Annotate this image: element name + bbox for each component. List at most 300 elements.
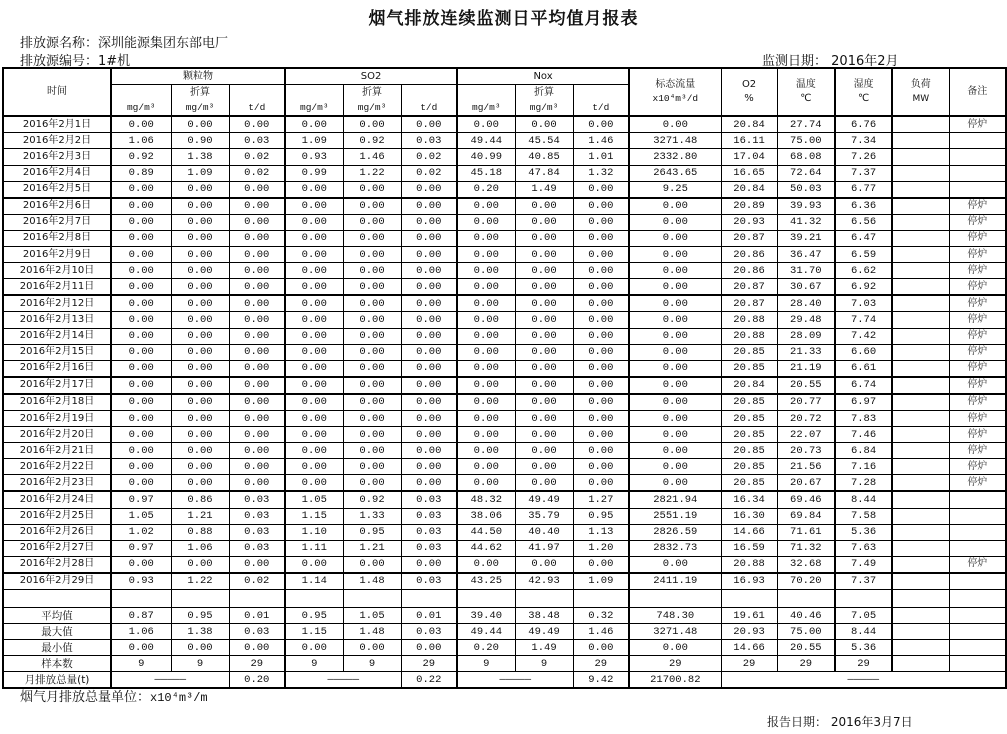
value-cell: 0.00 [229, 279, 285, 296]
humidity-label: 湿度 [853, 79, 874, 91]
row-date: 2016年2月10日 [3, 263, 111, 279]
value-cell: 6.60 [835, 344, 892, 360]
value-cell: 68.08 [777, 149, 835, 165]
summary-row [3, 640, 1006, 656]
value-cell: 29 [573, 656, 629, 672]
value-cell: 29 [629, 656, 721, 672]
table-row [3, 279, 1006, 296]
value-cell: 6.74 [835, 377, 892, 394]
remark-cell: 停炉 [949, 328, 1006, 344]
value-cell: 0.00 [573, 344, 629, 360]
value-cell: 0.00 [111, 344, 171, 360]
value-cell: 3271.48 [629, 133, 721, 149]
value-cell: 0.00 [573, 116, 629, 133]
value-cell: 0.00 [111, 360, 171, 377]
table-row [3, 116, 1006, 133]
value-cell: 0.00 [171, 263, 229, 279]
value-cell: 41.32 [777, 214, 835, 230]
value-cell: 0.00 [111, 556, 171, 573]
value-cell: 16.30 [721, 508, 777, 524]
value-cell: 0.00 [111, 443, 171, 459]
value-cell: 1.14 [285, 573, 343, 590]
value-cell: 0.00 [573, 328, 629, 344]
value-cell: 20.87 [721, 295, 777, 312]
value-cell: 0.00 [111, 394, 171, 411]
value-cell: 0.00 [573, 247, 629, 263]
value-cell: 0.90 [171, 133, 229, 149]
value-cell: 49.49 [515, 624, 573, 640]
value-cell [892, 491, 949, 508]
value-cell: 39.93 [777, 198, 835, 215]
table-header [3, 68, 1006, 116]
remark-cell: 停炉 [949, 377, 1006, 394]
value-cell: 0.95 [171, 608, 229, 624]
value-cell: 1.27 [573, 491, 629, 508]
empty-cell [111, 590, 171, 608]
remark-cell: 停炉 [949, 427, 1006, 443]
header-flow [629, 68, 721, 116]
remark-cell: 停炉 [949, 279, 1006, 296]
value-cell: 16.93 [721, 573, 777, 590]
value-cell: 0.00 [171, 247, 229, 263]
value-cell: 0.00 [515, 198, 573, 215]
value-cell: 0.00 [401, 344, 457, 360]
value-cell: 20.85 [721, 427, 777, 443]
value-cell: 0.00 [285, 427, 343, 443]
value-cell: 0.00 [343, 279, 401, 296]
value-cell: 0.00 [573, 181, 629, 198]
value-cell: 0.00 [401, 394, 457, 411]
value-cell: 75.00 [777, 624, 835, 640]
row-date: 2016年2月13日 [3, 312, 111, 328]
value-cell: 20.89 [721, 198, 777, 215]
value-cell: 0.00 [573, 360, 629, 377]
header-so2: SO2 [285, 68, 457, 85]
value-cell: 0.00 [401, 556, 457, 573]
row-date: 2016年2月14日 [3, 328, 111, 344]
value-cell: 71.61 [777, 524, 835, 540]
value-cell: 0.00 [111, 181, 171, 198]
row-date: 2016年2月21日 [3, 443, 111, 459]
value-cell: 14.66 [721, 640, 777, 656]
value-cell [892, 133, 949, 149]
value-cell: 0.00 [573, 214, 629, 230]
summary-row [3, 624, 1006, 640]
value-cell: 0.92 [111, 149, 171, 165]
value-cell: 0.00 [457, 312, 515, 328]
value-cell: 1.48 [343, 624, 401, 640]
table-row [3, 344, 1006, 360]
empty-cell [343, 590, 401, 608]
value-cell: 0.00 [401, 247, 457, 263]
value-cell: 20.77 [777, 394, 835, 411]
remark-cell: 停炉 [949, 230, 1006, 246]
value-cell: 71.32 [777, 540, 835, 556]
value-cell: 0.00 [401, 312, 457, 328]
nox-converted-unit: mg/m³ [515, 100, 573, 116]
value-cell: 27.74 [777, 116, 835, 133]
value-cell: 0.00 [285, 312, 343, 328]
table-row [3, 360, 1006, 377]
value-cell: 6.61 [835, 360, 892, 377]
remark-cell [949, 640, 1006, 656]
value-cell: 0.00 [401, 427, 457, 443]
value-cell: 0.00 [629, 214, 721, 230]
remark-cell: 停炉 [949, 475, 1006, 492]
empty-cell [629, 590, 721, 608]
particulate-dash: ————— [111, 672, 229, 689]
value-cell: 0.00 [111, 247, 171, 263]
remark-cell: 停炉 [949, 116, 1006, 133]
value-cell: 7.83 [835, 410, 892, 426]
value-cell: 0.97 [111, 540, 171, 556]
value-cell: 0.00 [401, 230, 457, 246]
value-cell: 0.03 [401, 624, 457, 640]
value-cell: 32.68 [777, 556, 835, 573]
value-cell: 0.00 [401, 295, 457, 312]
value-cell: 1.09 [171, 165, 229, 181]
value-cell: 1.21 [343, 540, 401, 556]
value-cell: 1.05 [111, 508, 171, 524]
value-cell: 0.95 [343, 524, 401, 540]
value-cell: 20.84 [721, 181, 777, 198]
value-cell: 0.89 [111, 165, 171, 181]
value-cell: 0.00 [285, 556, 343, 573]
value-cell: 0.00 [343, 181, 401, 198]
table-row [3, 198, 1006, 215]
value-cell: 0.00 [515, 116, 573, 133]
value-cell: 0.00 [515, 360, 573, 377]
value-cell: 0.02 [229, 165, 285, 181]
remark-cell [949, 524, 1006, 540]
value-cell: 0.00 [285, 459, 343, 475]
value-cell [892, 508, 949, 524]
header-humidity [835, 68, 892, 116]
value-cell: 6.77 [835, 181, 892, 198]
value-cell: 0.00 [629, 198, 721, 215]
value-cell: 748.30 [629, 608, 721, 624]
other-dash: ————— [721, 672, 1006, 689]
value-cell: 0.00 [457, 214, 515, 230]
row-date: 2016年2月23日 [3, 475, 111, 492]
value-cell: 0.00 [629, 640, 721, 656]
empty-cell [777, 590, 835, 608]
remark-cell [949, 491, 1006, 508]
value-cell: 28.40 [777, 295, 835, 312]
value-cell: 0.00 [285, 344, 343, 360]
value-cell: 0.00 [515, 394, 573, 411]
value-cell: 0.00 [515, 427, 573, 443]
value-cell: 69.46 [777, 491, 835, 508]
value-cell: 0.00 [343, 214, 401, 230]
row-date: 2016年2月3日 [3, 149, 111, 165]
value-cell: 0.00 [171, 556, 229, 573]
flow-unit: x10⁴m³/d [652, 93, 699, 105]
value-cell: 0.00 [515, 279, 573, 296]
value-cell: 6.97 [835, 394, 892, 411]
row-date: 2016年2月2日 [3, 133, 111, 149]
value-cell: 0.00 [343, 312, 401, 328]
value-cell: 0.00 [229, 214, 285, 230]
value-cell: 0.92 [343, 133, 401, 149]
value-cell: 38.48 [515, 608, 573, 624]
value-cell: 29.48 [777, 312, 835, 328]
value-cell: 0.03 [229, 133, 285, 149]
value-cell: 0.00 [515, 556, 573, 573]
value-cell: 0.32 [573, 608, 629, 624]
value-cell [892, 344, 949, 360]
row-date: 2016年2月22日 [3, 459, 111, 475]
value-cell: 20.84 [721, 377, 777, 394]
value-cell: 48.32 [457, 491, 515, 508]
value-cell: 0.00 [457, 443, 515, 459]
summary-row [3, 608, 1006, 624]
value-cell: 0.00 [457, 377, 515, 394]
value-cell: 14.66 [721, 524, 777, 540]
row-label: 最大值 [3, 624, 111, 640]
value-cell: 2826.59 [629, 524, 721, 540]
value-cell: 0.00 [629, 263, 721, 279]
so2-converted-label: 折算 [343, 85, 401, 101]
value-cell: 45.18 [457, 165, 515, 181]
value-cell: 1.46 [573, 133, 629, 149]
value-cell: 0.00 [229, 377, 285, 394]
value-cell: 1.05 [343, 608, 401, 624]
value-cell: 0.02 [401, 165, 457, 181]
value-cell: 0.00 [573, 640, 629, 656]
value-cell: 0.00 [343, 394, 401, 411]
value-cell: 1.01 [573, 149, 629, 165]
value-cell: 0.00 [573, 377, 629, 394]
value-cell: 0.00 [457, 116, 515, 133]
value-cell: 6.92 [835, 279, 892, 296]
value-cell: 1.32 [573, 165, 629, 181]
value-cell: 21.56 [777, 459, 835, 475]
value-cell: 20.73 [777, 443, 835, 459]
table-row [3, 133, 1006, 149]
value-cell [892, 198, 949, 215]
table-row [3, 540, 1006, 556]
humidity-unit: ℃ [857, 93, 870, 105]
value-cell: 0.00 [285, 181, 343, 198]
value-cell: 70.20 [777, 573, 835, 590]
row-date: 2016年2月28日 [3, 556, 111, 573]
value-cell: 0.00 [111, 475, 171, 492]
value-cell: 0.00 [171, 377, 229, 394]
value-cell: 0.00 [229, 116, 285, 133]
daily-rows [3, 116, 1006, 607]
value-cell: 0.00 [171, 394, 229, 411]
value-cell: 0.00 [343, 198, 401, 215]
value-cell: 0.00 [111, 640, 171, 656]
monitor-date-label: 监测日期： [762, 54, 828, 69]
remark-cell: 停炉 [949, 247, 1006, 263]
footer-unit-label: 烟气月排放总量单位： [20, 690, 151, 705]
particulate-td-unit: t/d [229, 85, 285, 117]
value-cell: 1.33 [343, 508, 401, 524]
value-cell: 0.03 [229, 624, 285, 640]
value-cell: 0.00 [229, 394, 285, 411]
header-particulate: 颗粒物 [111, 68, 285, 85]
value-cell: 0.00 [285, 247, 343, 263]
value-cell: 0.00 [343, 640, 401, 656]
value-cell: 49.49 [515, 491, 573, 508]
header-remark: 备注 [949, 68, 1006, 116]
value-cell: 0.00 [401, 279, 457, 296]
row-date: 2016年2月19日 [3, 410, 111, 426]
value-cell: 0.00 [401, 459, 457, 475]
row-date: 2016年2月27日 [3, 540, 111, 556]
value-cell: 9 [457, 656, 515, 672]
remark-cell [949, 165, 1006, 181]
value-cell: 1.13 [573, 524, 629, 540]
value-cell: 0.00 [229, 443, 285, 459]
remark-cell: 停炉 [949, 263, 1006, 279]
flow-total: 21700.82 [629, 672, 721, 689]
value-cell: 0.01 [401, 608, 457, 624]
remark-cell: 停炉 [949, 312, 1006, 328]
value-cell: 7.63 [835, 540, 892, 556]
value-cell: 40.40 [515, 524, 573, 540]
value-cell: 1.20 [573, 540, 629, 556]
value-cell: 0.01 [229, 608, 285, 624]
value-cell: 0.00 [343, 377, 401, 394]
value-cell: 16.11 [721, 133, 777, 149]
value-cell: 0.00 [111, 279, 171, 296]
value-cell: 0.00 [515, 459, 573, 475]
table-row [3, 394, 1006, 411]
value-cell: 0.00 [515, 475, 573, 492]
value-cell: 20.86 [721, 263, 777, 279]
value-cell: 0.00 [401, 116, 457, 133]
value-cell: 20.86 [721, 247, 777, 263]
value-cell: 44.62 [457, 540, 515, 556]
value-cell: 9 [515, 656, 573, 672]
value-cell: 0.00 [401, 263, 457, 279]
table-row [3, 410, 1006, 426]
value-cell [892, 573, 949, 590]
value-cell: 21.33 [777, 344, 835, 360]
value-cell [892, 524, 949, 540]
value-cell: 0.00 [515, 377, 573, 394]
remark-cell: 停炉 [949, 198, 1006, 215]
value-cell: 0.00 [629, 427, 721, 443]
row-date: 2016年2月5日 [3, 181, 111, 198]
value-cell: 28.09 [777, 328, 835, 344]
value-cell: 0.00 [229, 360, 285, 377]
value-cell [892, 312, 949, 328]
value-cell: 0.00 [285, 214, 343, 230]
value-cell: 0.03 [401, 524, 457, 540]
monitor-date: 2016年2月 [831, 54, 899, 69]
value-cell [892, 328, 949, 344]
value-cell: 0.00 [171, 214, 229, 230]
value-cell: 1.06 [111, 133, 171, 149]
value-cell: 0.00 [343, 295, 401, 312]
row-date: 2016年2月26日 [3, 524, 111, 540]
header-o2 [721, 68, 777, 116]
particulate-mg-unit: mg/m³ [111, 85, 171, 117]
value-cell: 1.09 [285, 133, 343, 149]
value-cell: 1.48 [343, 573, 401, 590]
value-cell: 47.84 [515, 165, 573, 181]
value-cell: 21.19 [777, 360, 835, 377]
value-cell: 0.00 [457, 198, 515, 215]
value-cell: 0.00 [401, 475, 457, 492]
remark-cell [949, 608, 1006, 624]
empty-cell [573, 590, 629, 608]
value-cell: 0.00 [285, 410, 343, 426]
remark-cell: 停炉 [949, 295, 1006, 312]
footer-unit-line [20, 686, 208, 705]
value-cell: 0.00 [171, 360, 229, 377]
value-cell: 0.00 [629, 377, 721, 394]
value-cell [892, 263, 949, 279]
value-cell: 0.00 [285, 377, 343, 394]
header-load [892, 68, 949, 116]
source-code: 1#机 [98, 54, 131, 69]
value-cell: 0.00 [285, 640, 343, 656]
empty-cell [285, 590, 343, 608]
value-cell [892, 116, 949, 133]
value-cell [892, 640, 949, 656]
value-cell: 0.00 [343, 328, 401, 344]
row-date: 2016年2月7日 [3, 214, 111, 230]
value-cell: 0.02 [401, 149, 457, 165]
table-row [3, 377, 1006, 394]
value-cell: 0.00 [401, 181, 457, 198]
row-date: 2016年2月18日 [3, 394, 111, 411]
value-cell: 1.46 [343, 149, 401, 165]
source-name-line [20, 32, 228, 51]
value-cell: 0.00 [111, 116, 171, 133]
value-cell: 20.88 [721, 328, 777, 344]
value-cell: 0.00 [629, 410, 721, 426]
value-cell: 35.79 [515, 508, 573, 524]
row-date: 2016年2月8日 [3, 230, 111, 246]
value-cell: 0.00 [343, 230, 401, 246]
value-cell: 0.00 [629, 328, 721, 344]
value-cell: 0.00 [457, 459, 515, 475]
temp-label: 温度 [795, 79, 816, 91]
row-date: 2016年2月4日 [3, 165, 111, 181]
value-cell: 7.28 [835, 475, 892, 492]
value-cell: 19.61 [721, 608, 777, 624]
value-cell: 1.06 [111, 624, 171, 640]
value-cell: 7.26 [835, 149, 892, 165]
value-cell: 20.85 [721, 344, 777, 360]
value-cell: 0.00 [573, 263, 629, 279]
value-cell: 0.00 [229, 427, 285, 443]
value-cell: 0.00 [111, 230, 171, 246]
row-date: 2016年2月9日 [3, 247, 111, 263]
nox-mg-unit: mg/m³ [457, 85, 515, 117]
value-cell: 8.44 [835, 624, 892, 640]
value-cell: 0.00 [229, 410, 285, 426]
remark-cell [949, 133, 1006, 149]
value-cell: 41.97 [515, 540, 573, 556]
value-cell: 0.00 [629, 459, 721, 475]
value-cell: 0.00 [457, 247, 515, 263]
value-cell: 0.95 [573, 508, 629, 524]
value-cell: 0.00 [401, 198, 457, 215]
value-cell: 29 [777, 656, 835, 672]
value-cell: 0.00 [515, 443, 573, 459]
value-cell: 75.00 [777, 133, 835, 149]
value-cell: 20.87 [721, 279, 777, 296]
value-cell: 2551.19 [629, 508, 721, 524]
value-cell: 16.34 [721, 491, 777, 508]
